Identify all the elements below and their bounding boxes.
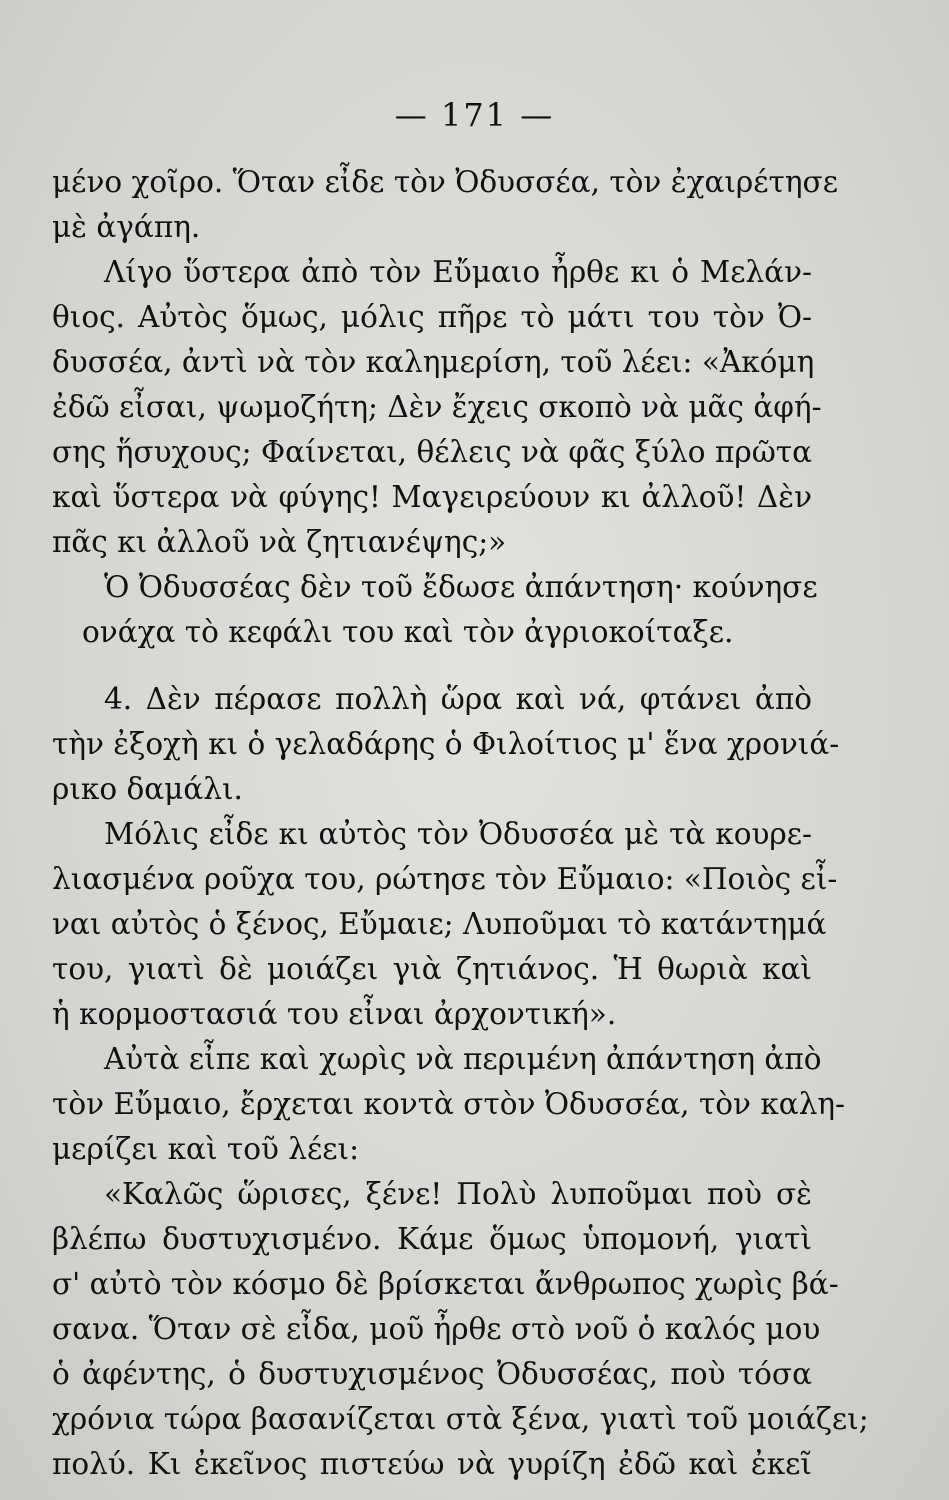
paragraph-start: «Καλῶς ὥρισες, ξένε! Πολὺ λυποῦμαι ποὺ σὲ xyxy=(104,1177,812,1211)
text-line: ναι αὐτὸς ὁ ξένος, Εὔμαιε; Λυποῦμαι τὸ κατάντημά xyxy=(52,907,827,941)
text-body xyxy=(52,160,869,1487)
page-number: — 171 — xyxy=(394,96,555,134)
text-line: σ' αὐτὸ τὸν κόσμο δὲ βρίσκεται ἄνθρωπος χωρὶς βά- xyxy=(52,1267,839,1301)
text-line: μερίζει καὶ τοῦ λέει: xyxy=(52,1132,360,1166)
paragraph-start: Αὐτὰ εἶπε καὶ χωρὶς νὰ περιμένη ἀπάντηση ἀπὸ xyxy=(104,1042,822,1076)
text-line: χρόνια τώρα βασανίζεται στὰ ξένα, γιατὶ τοῦ μοιάζει; xyxy=(52,1402,869,1436)
text-line: σης ἥσυχους; Φαίνεται, θέλεις νὰ φᾶς ξύλο πρῶτα xyxy=(52,435,812,469)
text-line: λιασμένα ροῦχα του, ρώτησε τὸν Εὔμαιο: «Ποιὸς εἶ- xyxy=(52,862,838,896)
text-line: δυσσέα, ἀντὶ νὰ τὸν καλημερίση, τοῦ λέει: «Ἀκόμη xyxy=(52,345,815,379)
text-line: καὶ ὕστερα νὰ φύγης! Μαγειρεύουν κι ἀλλοῦ! Δὲν xyxy=(52,480,812,514)
text-line: τὴν ἐξοχὴ κι ὁ γελαδάρης ὁ Φιλοίτιος μ' ἕνα χρονιά- xyxy=(52,727,840,761)
text-line: ἐδῶ εἶσαι, ψωμοζήτη; Δὲν ἔχεις σκοπὸ νὰ μᾶς ἀφή- xyxy=(52,390,822,424)
paragraph-start: Λίγο ὕστερα ἀπὸ τὸν Εὔμαιο ἦρθε κι ὁ Μελάν- xyxy=(104,255,812,289)
paragraph-start: Μόλις εἶδε κι αὐτὸς τὸν Ὀδυσσέα μὲ τὰ κουρε- xyxy=(104,817,812,851)
text-line: τὸν Εὔμαιο, ἔρχεται κοντὰ στὸν Ὀδυσσέα, τὸν καλη- xyxy=(52,1087,846,1121)
text-line: ἡ κορμοστασιά του εἶναι ἀρχοντική». xyxy=(52,997,617,1031)
text-line: βλέπω δυστυχισμένο. Κάμε ὅμως ὑπομονή, γιατὶ xyxy=(52,1222,812,1256)
text-line: θιος. Αὐτὸς ὅμως, μόλις πῆρε τὸ μάτι του τὸν Ὀ- xyxy=(52,300,812,334)
section-start: 4. Δὲν πέρασε πολλὴ ὥρα καὶ νά, φτάνει ἀπὸ xyxy=(104,682,812,716)
text-line: σανα. Ὅταν σὲ εἶδα, μοῦ ἦρθε στὸ νοῦ ὁ καλός μου xyxy=(52,1312,821,1346)
text-line: πᾶς κι ἀλλοῦ νὰ ζητιανέψης;» xyxy=(52,525,507,559)
text-line: μὲ ἀγάπη. xyxy=(52,210,201,244)
text-line: πολύ. Κι ἐκεῖνος πιστεύω νὰ γυρίζη ἐδῶ καὶ ἐκεῖ xyxy=(52,1447,812,1481)
paragraph-start: Ὁ Ὀδυσσέας δὲν τοῦ ἔδωσε ἀπάντηση· κούνησε xyxy=(104,570,818,604)
text-line: του, γιατὶ δὲ μοιάζει γιὰ ζητιάνος. Ἡ θωριὰ καὶ xyxy=(52,952,812,986)
text-line: μένο χοῖρο. Ὅταν εἶδε τὸν Ὀδυσσέα, τὸν ἐχαιρέτησε xyxy=(52,165,838,199)
text-line: ονάχα τὸ κεφάλι του καὶ τὸν ἀγριοκοίταξε. xyxy=(82,615,734,649)
text-line: ὁ ἀφέντης, ὁ δυστυχισμένος Ὀδυσσέας, ποὺ τόσα xyxy=(52,1357,812,1391)
text-line: ρικο δαμάλι. xyxy=(52,772,243,806)
